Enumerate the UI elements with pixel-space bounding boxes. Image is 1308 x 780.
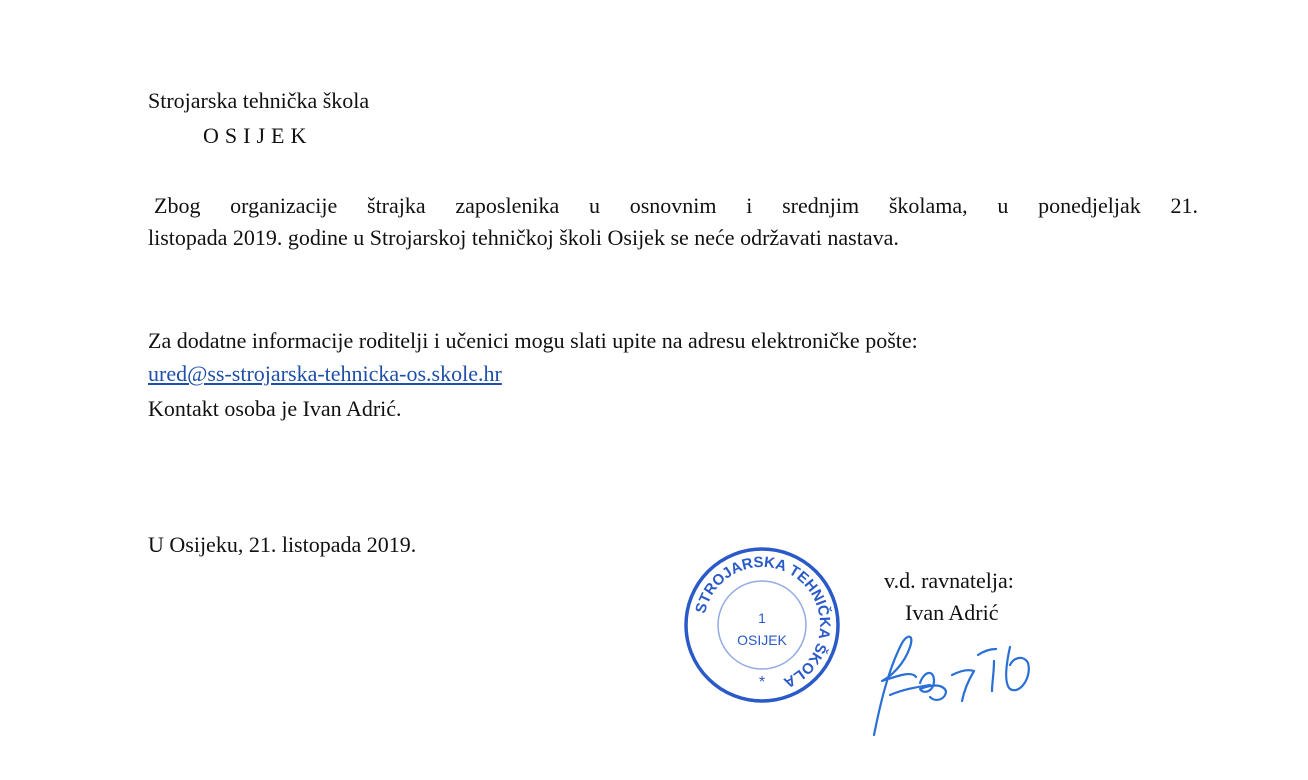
stamp-city: OSIJEK bbox=[737, 632, 787, 648]
contact-person-text: Kontakt osoba je Ivan Adrić. bbox=[148, 396, 402, 421]
notice-line-2: listopada 2019. godine u Strojarskoj tehničkoj školi Osijek se neće održavati nastava. bbox=[148, 225, 899, 250]
email-link[interactable]: ured@ss-strojarska-tehnicka-os.skole.hr bbox=[148, 361, 502, 386]
stamp-ring-text: STROJARSKA TEHNIČKA ŠKOLA bbox=[692, 553, 834, 692]
notice-paragraph bbox=[148, 190, 1198, 254]
notice-line-1: Zbog organizacije štrajka zaposlenika u osnovnim i srednjim školama, u ponedjeljak 21. bbox=[154, 193, 1198, 218]
school-city: OSIJEK bbox=[203, 123, 313, 148]
signer-role: v.d. ravnatelja: bbox=[884, 568, 1014, 593]
school-stamp bbox=[682, 545, 842, 705]
contact-info-text: Za dodatne informacije roditelji i učenici mogu slati upite na adresu elektroničke pošte: bbox=[148, 328, 918, 353]
stamp-star: * bbox=[758, 674, 766, 691]
stamp-number: 1 bbox=[758, 610, 766, 626]
date-place: U Osijeku, 21. listopada 2019. bbox=[148, 532, 417, 557]
signer-name: Ivan Adrić bbox=[905, 600, 999, 625]
handwritten-signature bbox=[860, 625, 1040, 740]
school-name: Strojarska tehnička škola bbox=[148, 88, 370, 113]
